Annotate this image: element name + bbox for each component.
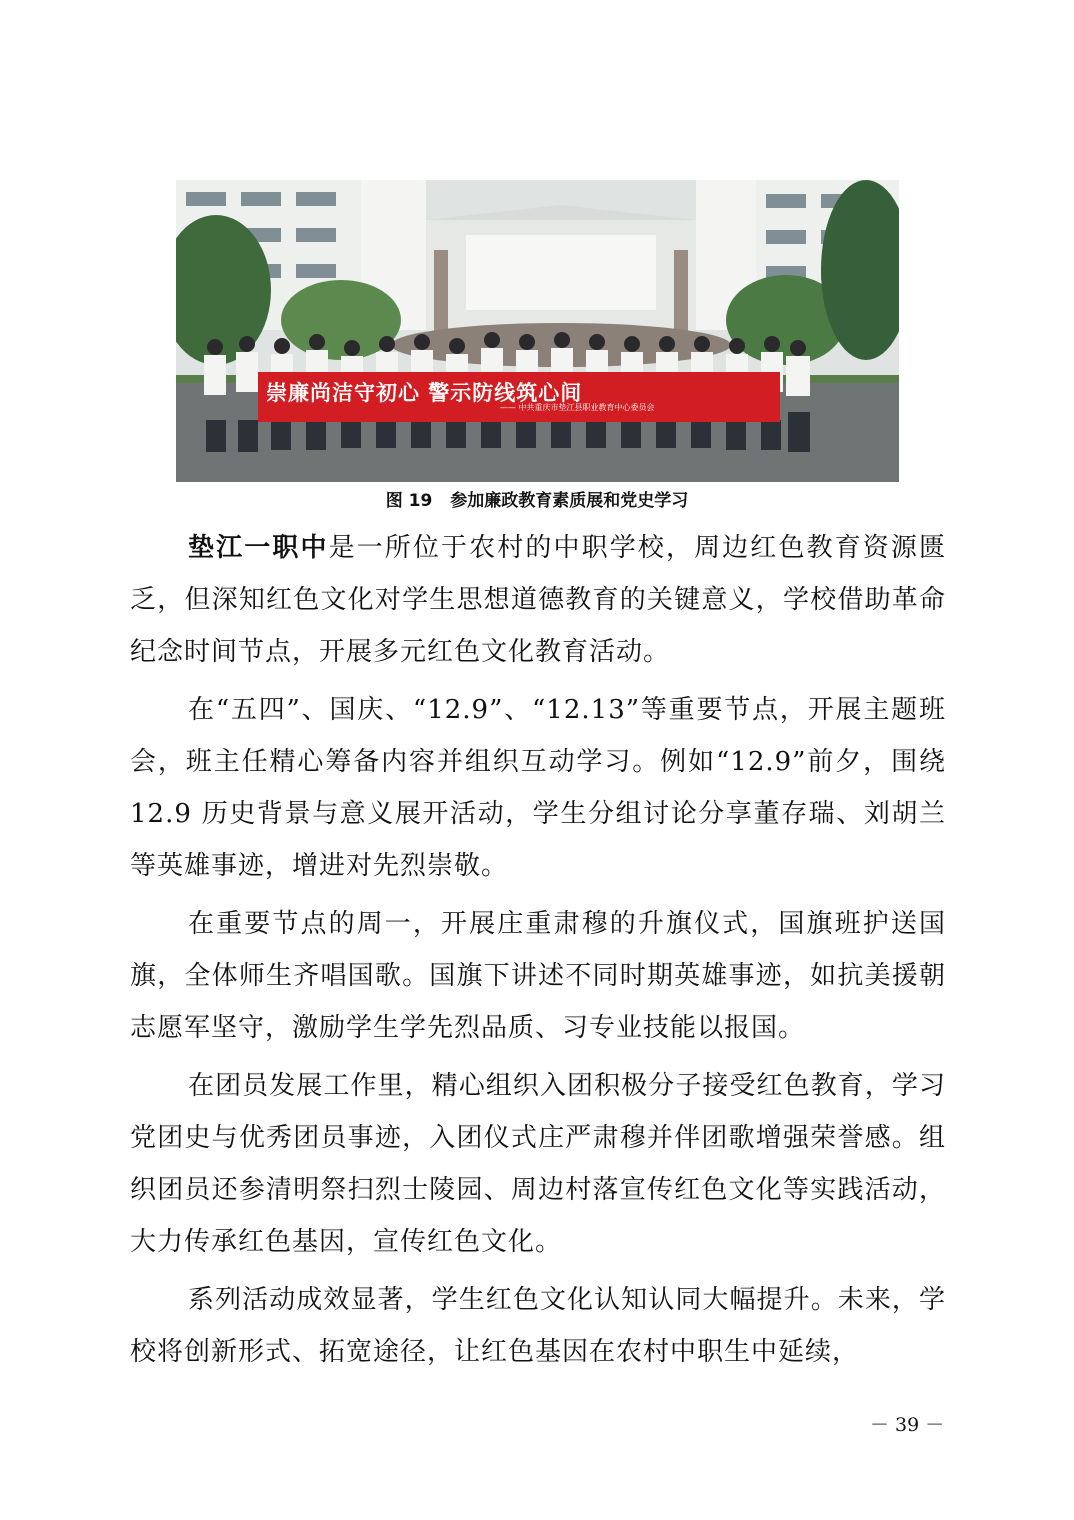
caption-number: 图 19 [385, 491, 433, 511]
school-name: 垫江一职中 [188, 533, 329, 563]
paragraph-5: 系列活动成效显著，学生红色文化认知认同大幅提升。未来，学校将创新形式、拓宽途径，让红色基因在农村中职生中延续， [130, 1285, 946, 1367]
group-photo-illustration [176, 180, 899, 482]
paragraph-1 [130, 522, 946, 678]
caption-text: 参加廉政教育素质展和党史学习 [450, 491, 689, 511]
group-photo [176, 180, 899, 482]
banner-organization: —— 中共重庆市垫江县职业教育中心委员会 [500, 403, 655, 412]
figure-caption [0, 486, 1074, 511]
paragraph-4: 在团员发展工作里，精心组织入团积极分子接受红色教育，学习党团史与优秀团员事迹，入团仪式庄严肃穆并伴团歌增强荣誉感。组织团员还参清明祭扫烈士陵园、周边村落宣传红色文化等实践活动，大力传承红色基因，宣传红色文化。 [130, 1071, 946, 1257]
paragraph-1-text: 是一所位于农村的中职学校，周边红色教育资源匮乏，但深知红色文化对学生思想道德教育的关键意义，学校借助革命纪念时间节点，开展多元红色文化教育活动。 [130, 533, 946, 667]
body-text [130, 522, 946, 1384]
page-number: － 39 － [870, 1414, 945, 1436]
paragraph-2: 在“五四”、国庆、“12.9”、“12.13”等重要节点，开展主题班会，班主任精心筹备内容并组织互动学习。例如“12.9”前夕，围绕 12.9 历史背景与意义展开活动，学生分组讨论分享董存瑞、刘胡兰等英雄事迹，增进对先烈崇敬。 [130, 695, 946, 881]
banner-slogan: 崇廉尚洁守初心 警示防线筑心间 [266, 381, 583, 405]
paragraph-3: 在重要节点的周一，开展庄重肃穆的升旗仪式，国旗班护送国旗，全体师生齐唱国歌。国旗下讲述不同时期英雄事迹，如抗美援朝志愿军坚守，激励学生学先烈品质、习专业技能以报国。 [130, 909, 946, 1043]
